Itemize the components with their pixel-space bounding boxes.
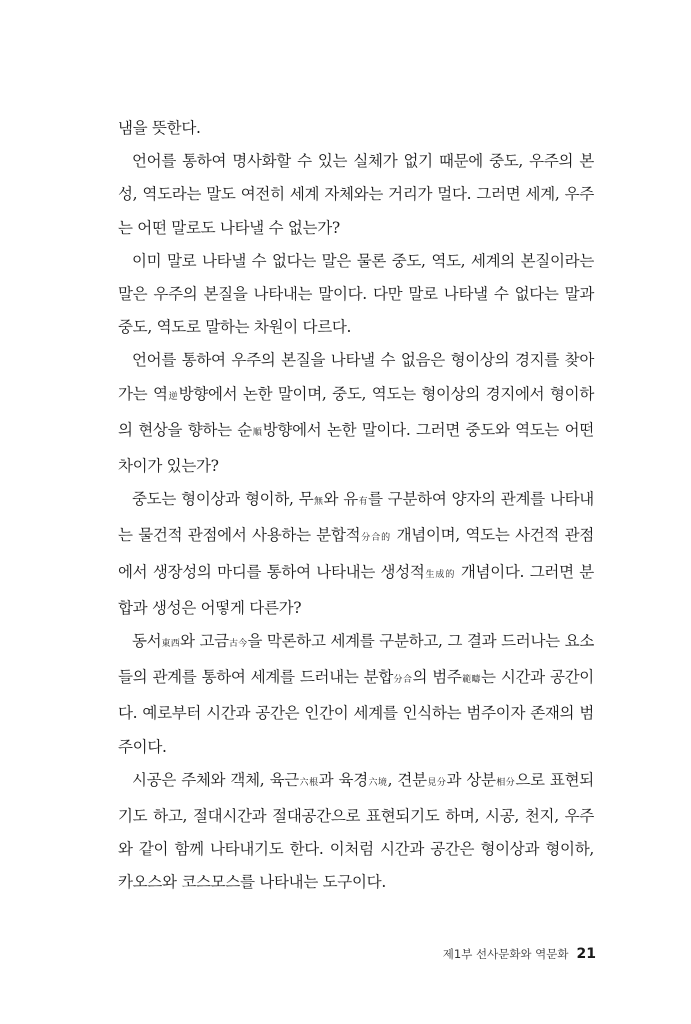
text-run: 언어를 통하여 우주의 본질을 나타낼 수 없음은 형이상의 경지를 찾아가는 역 <box>118 351 594 403</box>
text-run: 냄을 뜻한다. <box>118 119 201 137</box>
hanja-annotation: 逆 <box>167 391 179 402</box>
body-paragraph <box>118 764 594 900</box>
running-footer <box>443 946 596 962</box>
hanja-annotation: 分合 <box>393 675 413 686</box>
hanja-annotation: 生成的 <box>424 569 456 580</box>
hanja-annotation: 分合的 <box>360 533 392 544</box>
text-run: 를 구분하여 양자의 관계를 나타내는 물건적 관점에서 사용하는 분합적 <box>118 490 594 545</box>
text-run: 와 유 <box>323 490 358 509</box>
hanja-annotation: 無 <box>313 497 324 508</box>
body-paragraph <box>118 625 594 764</box>
text-run: 의 범주 <box>412 668 462 687</box>
body-paragraph <box>118 112 594 145</box>
footer-section-title: 제1부 선사문화와 역문화 <box>442 947 569 961</box>
text-run: 으로 표현되기도 하고, 절대시간과 절대공간으로 표현되기도 하며, 시공, 천지, 우주와 같이 함께 나타내기도 한다. 이처럼 시간과 공간은 형이상과 형이하, 카오스와 코스모스를 나타내는 도구이다. <box>118 770 594 892</box>
body-paragraph <box>118 245 594 345</box>
hanja-annotation: 範疇 <box>461 675 482 686</box>
text-run: 과 상분 <box>446 770 496 789</box>
text-run: 을 막론하고 세계를 구분하고, 그 결과 드러나는 요소들의 관계를 통하여 세계를 드러내는 분합 <box>118 632 594 687</box>
hanja-annotation: 相分 <box>495 777 516 788</box>
hanja-annotation: 見分 <box>426 777 447 788</box>
text-run: 개념이며, 역도는 사건적 관점에서 생장성의 마디를 통하여 나타내는 생성적 <box>118 526 594 581</box>
text-run: , 견분 <box>387 770 427 789</box>
hanja-annotation: 六根 <box>298 777 319 788</box>
hanja-annotation: 六境 <box>367 777 388 788</box>
text-run: 방향에서 논한 말이다. 그러면 중도와 역도는 어떤 차이가 있는가? <box>118 420 594 476</box>
text-run: 방향에서 논한 말이며, 중도, 역도는 형이상의 경지에서 형이하의 현상을 향하는 순 <box>118 384 594 439</box>
text-run: 시공은 주체와 객체, 육근 <box>132 770 299 789</box>
text-run: 개념이다. 그러면 분합과 생성은 어떻게 다른가? <box>118 562 594 617</box>
body-paragraph <box>118 483 594 625</box>
hanja-annotation: 順 <box>251 427 263 438</box>
text-run: 중도는 형이상과 형이하, 무 <box>132 490 314 509</box>
text-run: 와 고금 <box>179 632 229 651</box>
page-body-text <box>118 112 594 900</box>
text-run: 과 육경 <box>318 770 368 789</box>
hanja-annotation: 東西 <box>161 639 180 650</box>
body-paragraph <box>118 344 594 483</box>
text-run: 언어를 통하여 명사화할 수 있는 실체가 없기 때문에 중도, 우주의 본성, 역도라는 말도 여전히 세계 자체와는 거리가 멀다. 그러면 세계, 우주는 어떤 말로도 나타낼 수 없는가? <box>118 152 594 237</box>
hanja-annotation: 古今 <box>228 639 248 650</box>
text-run: 동서 <box>132 632 162 651</box>
hanja-annotation: 有 <box>357 497 368 508</box>
text-run: 는 시간과 공간이다. 예로부터 시간과 공간은 인간이 세계를 인식하는 범주이자 존재의 범주이다. <box>118 668 594 756</box>
body-paragraph <box>118 145 594 245</box>
text-run: 이미 말로 나타낼 수 없다는 말은 물론 중도, 역도, 세계의 본질이라는 말은 우주의 본질을 나타내는 말이다. 다만 말로 나타낼 수 없다는 말과 중도, 역도로 말하는 차원이 다르다. <box>118 251 594 337</box>
page-number: 21 <box>576 946 596 962</box>
